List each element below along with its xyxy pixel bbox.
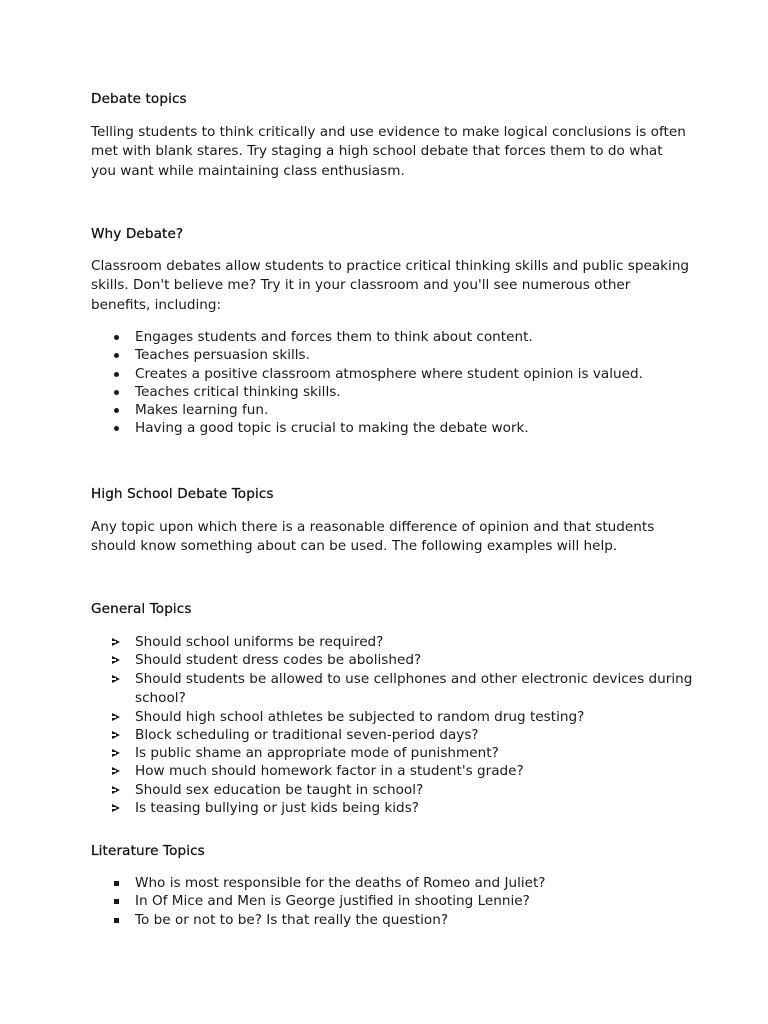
heading-high-school-topics: High School Debate Topics [91,486,274,502]
list-item: Is public shame an appropriate mode of punishment? [135,745,499,762]
paragraph-debate-intro: Telling students to think critically and use evidence to make logical conclusions is often met with blank stares. Try staging a high school debate that forces them to do what you want while maintaining class enthusiasm. [91,124,686,179]
list-item: How much should homework factor in a student's grade? [135,763,524,780]
list-item: Who is most responsible for the deaths of Romeo and Juliet? [135,875,546,891]
list-item: To be or not to be? Is that really the question? [135,911,449,928]
heading-debate-topics: Debate topics [91,91,187,107]
list-item: Should school uniforms be required? [135,634,384,650]
paragraph-why-debate: Classroom debates allow students to practice critical thinking skills and public speaking skills. Don't believe me? Try it in your classroom and you'll see numerous other benefits, including: [91,258,690,313]
list-item: Makes learning fun. [135,402,269,419]
list-item: Creates a positive classroom atmosphere where student opinion is valued. [135,365,643,382]
list-item: Teaches critical thinking skills. [135,383,341,400]
list-item: Should high school athletes be subjected to random drug testing? [135,708,585,725]
list-item: Having a good topic is crucial to making the debate work. [135,420,529,437]
list-item: Should students be allowed to use cellphones and other electronic devices during school? [135,670,693,706]
paragraph-high-school: Any topic upon which there is a reasonable difference of opinion and that students should know something about can be used. The following examples will help. [91,519,655,555]
list-item: Should sex education be taught in school? [135,781,424,798]
heading-why-debate: Why Debate? [91,226,184,242]
list-item: Is teasing bullying or just kids being kids? [135,800,419,817]
list-item: Engages students and forces them to think about content. [135,329,533,345]
heading-general-topics: General Topics [91,601,192,617]
list-general-topics [91,633,695,817]
list-item: In Of Mice and Men is George justified in shooting Lennie? [135,893,530,910]
list-literature-topics [91,874,695,929]
list-debate-benefits [91,328,695,438]
list-item: Block scheduling or traditional seven-period days? [135,726,479,743]
list-item: Should student dress codes be abolished? [135,652,422,669]
heading-literature-topics: Literature Topics [91,843,205,859]
list-item: Teaches persuasion skills. [135,347,310,364]
